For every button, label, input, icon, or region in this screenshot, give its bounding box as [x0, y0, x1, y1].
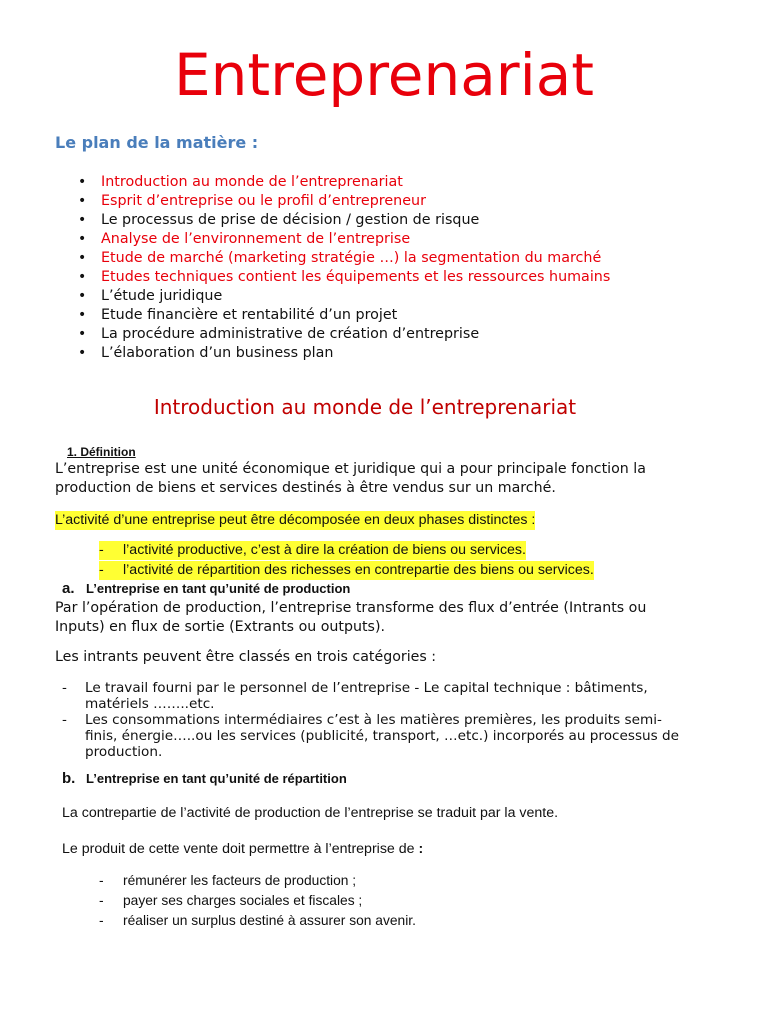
categories-list — [62, 680, 692, 760]
plan-heading: Le plan de la matière : — [55, 133, 259, 152]
list-item — [99, 911, 416, 931]
definition-heading: 1. Définition — [67, 445, 136, 459]
list-item — [99, 871, 416, 891]
contrepartie-text: La contrepartie de l’activité de production de l’entreprise se traduit par la vente. — [62, 805, 559, 821]
bullet-marker: • — [78, 288, 87, 304]
toc-item — [78, 268, 610, 287]
subheading-b — [62, 770, 347, 787]
phase-item — [99, 561, 594, 580]
toc-item-text: Etudes techniques contient les équipements et les ressources humains — [101, 269, 611, 285]
dash-marker: - — [99, 913, 104, 928]
dash-marker: - — [62, 680, 67, 696]
destination-text: réaliser un surplus destiné à assurer son avenir. — [123, 913, 416, 928]
subheading-title: L’entreprise en tant qu’unité de production — [86, 581, 351, 596]
bullet-marker: • — [78, 307, 87, 323]
subheading-letter: b. — [62, 770, 76, 787]
toc-item — [78, 249, 610, 268]
toc-item — [78, 325, 610, 344]
bullet-marker: • — [78, 345, 87, 361]
toc-item — [78, 173, 610, 192]
toc-item — [78, 306, 610, 325]
phase-text: l’activité productive, c’est à dire la création de biens ou services. — [123, 542, 526, 558]
phase-text: l’activité de répartition des richesses en contrepartie des biens ou services. — [123, 562, 594, 578]
category-text: Le travail fourni par le personnel de l’entreprise - Le capital technique : bâtiments, matériels ……..etc. — [85, 680, 648, 712]
toc-item — [78, 287, 610, 306]
produit-sentence: Le produit de cette vente doit permettre à l’entreprise de — [62, 841, 415, 857]
toc-item — [78, 344, 610, 363]
subheading-letter: a. — [62, 580, 75, 597]
toc-item — [78, 211, 610, 230]
bullet-marker: • — [78, 269, 87, 285]
toc-item — [78, 230, 610, 249]
bullet-marker: • — [78, 174, 87, 190]
toc-item-text: Etude de marché (marketing stratégie …) la segmentation du marché — [101, 250, 602, 266]
production-text: Par l’opération de production, l’entreprise transforme des flux d’entrée (Intrants ou Inputs) en flux de sortie (Extrants ou outputs). — [55, 600, 647, 635]
toc-item-text: Esprit d’entreprise ou le profil d’entrepreneur — [101, 193, 426, 209]
dash-marker: - — [99, 873, 104, 888]
phase-item — [99, 541, 526, 560]
list-item — [62, 680, 692, 712]
bullet-marker: • — [78, 326, 87, 342]
toc-item-text: Analyse de l’environnement de l’entreprise — [101, 231, 411, 247]
dash-marker: - — [99, 542, 104, 558]
bullet-marker: • — [78, 193, 87, 209]
bullet-marker: • — [78, 212, 87, 228]
toc-item-text: L’étude juridique — [101, 288, 223, 304]
toc-item-text: Le processus de prise de décision / gestion de risque — [101, 212, 480, 228]
subheading-a — [62, 580, 350, 597]
destination-list — [99, 871, 416, 931]
destination-text: rémunérer les facteurs de production ; — [123, 873, 357, 888]
subheading-title: L’entreprise en tant qu’unité de répartition — [86, 771, 347, 786]
toc-item — [78, 192, 610, 211]
list-item — [62, 712, 692, 760]
list-item — [99, 891, 416, 911]
bullet-marker: • — [78, 231, 87, 247]
produit-text — [62, 840, 423, 859]
produit-colon: : — [414, 841, 424, 857]
document-title: Entreprenariat — [173, 41, 595, 109]
section-title: Introduction au monde de l’entreprenariat — [153, 395, 577, 419]
table-of-contents — [78, 173, 610, 363]
highlighted-intro: L’activité d’une entreprise peut être décomposée en deux phases distinctes : — [55, 512, 536, 528]
category-text: Les consommations intermédiaires c’est à les matières premières, les produits semi-finis, énergie…..ou les services (publicité, transport, …etc.) incorporés au processus de production. — [85, 712, 680, 760]
intrants-text: Les intrants peuvent être classés en trois catégories : — [55, 649, 437, 665]
toc-item-text: Introduction au monde de l’entreprenariat — [101, 174, 403, 190]
definition-text: L’entreprise est une unité économique et juridique qui a pour principale fonction la production de biens et services destinés à être vendus sur un marché. — [55, 461, 646, 496]
toc-item-text: La procédure administrative de création d’entreprise — [101, 326, 480, 342]
dash-marker: - — [99, 893, 104, 908]
bullet-marker: • — [78, 250, 87, 266]
dash-marker: - — [62, 712, 67, 728]
toc-item-text: L’élaboration d’un business plan — [101, 345, 334, 361]
dash-marker: - — [99, 562, 104, 578]
destination-text: payer ses charges sociales et fiscales ; — [123, 893, 363, 908]
toc-item-text: Etude financière et rentabilité d’un projet — [101, 307, 398, 323]
